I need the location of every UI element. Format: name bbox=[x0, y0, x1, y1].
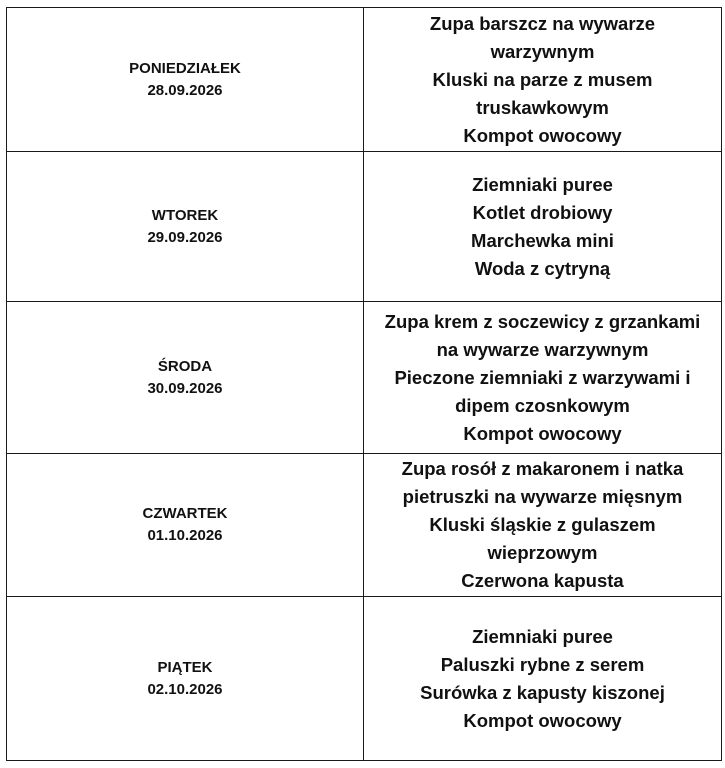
meal-line: Zupa krem z soczewicy z grzankami bbox=[384, 310, 701, 332]
meal-cell-wednesday bbox=[364, 302, 722, 454]
meal-line: Ziemniaki puree bbox=[472, 173, 613, 195]
meal-line: Kotlet drobiowy bbox=[472, 201, 613, 223]
table-row bbox=[7, 454, 722, 597]
day-cell-wednesday bbox=[7, 302, 364, 454]
table-row bbox=[7, 302, 722, 454]
table-row bbox=[7, 597, 722, 761]
menu-table bbox=[6, 7, 722, 761]
day-cell-tuesday bbox=[7, 152, 364, 302]
meal-line: Kompot owocowy bbox=[463, 124, 622, 146]
meal-line: Kluski na parze z musem bbox=[432, 68, 653, 90]
meal-cell-friday bbox=[364, 597, 722, 761]
day-name: WTOREK bbox=[151, 206, 219, 224]
meal-line: pietruszki na wywarze mięsnym bbox=[402, 486, 683, 507]
day-date: 01.10.2026 bbox=[147, 527, 223, 544]
meal-line: Pieczone ziemniaki z warzywami i bbox=[394, 366, 691, 388]
day-name: CZWARTEK bbox=[142, 505, 228, 522]
day-name: PIĄTEK bbox=[157, 658, 213, 676]
meal-line: Zupa barszcz na wywarze bbox=[429, 12, 656, 34]
meal-line: truskawkowym bbox=[476, 96, 609, 118]
table-row bbox=[7, 8, 722, 152]
meal-line: Surówka z kapusty kiszonej bbox=[420, 681, 665, 703]
meal-line: na wywarze warzywnym bbox=[436, 338, 649, 360]
meal-cell-thursday bbox=[364, 454, 722, 597]
table-row bbox=[7, 152, 722, 302]
day-cell-friday bbox=[7, 597, 364, 761]
day-date: 28.09.2026 bbox=[147, 81, 223, 99]
meal-line: Kompot owocowy bbox=[463, 422, 622, 444]
meal-line: Zupa rosół z makaronem i natka bbox=[401, 458, 684, 479]
day-name: PONIEDZIAŁEK bbox=[129, 59, 241, 77]
day-date: 02.10.2026 bbox=[147, 680, 223, 698]
meal-line: Paluszki rybne z serem bbox=[440, 653, 645, 675]
meal-line: Czerwona kapusta bbox=[461, 570, 624, 591]
day-name: ŚRODA bbox=[157, 357, 213, 375]
meal-line: Kompot owocowy bbox=[463, 709, 622, 731]
meal-line: Marchewka mini bbox=[471, 229, 614, 251]
meal-cell-monday bbox=[364, 8, 722, 152]
meal-line: warzywnym bbox=[490, 40, 595, 62]
meal-line: Woda z cytryną bbox=[474, 257, 611, 279]
meal-cell-tuesday bbox=[364, 152, 722, 302]
day-cell-thursday bbox=[7, 454, 364, 597]
meal-line: wieprzowym bbox=[487, 542, 598, 563]
day-date: 29.09.2026 bbox=[147, 228, 223, 246]
meal-line: Ziemniaki puree bbox=[472, 625, 613, 647]
meal-line: dipem czosnkowym bbox=[455, 394, 630, 416]
day-date: 30.09.2026 bbox=[147, 379, 223, 397]
day-cell-monday bbox=[7, 8, 364, 152]
meal-line: Kluski śląskie z gulaszem bbox=[429, 514, 656, 535]
